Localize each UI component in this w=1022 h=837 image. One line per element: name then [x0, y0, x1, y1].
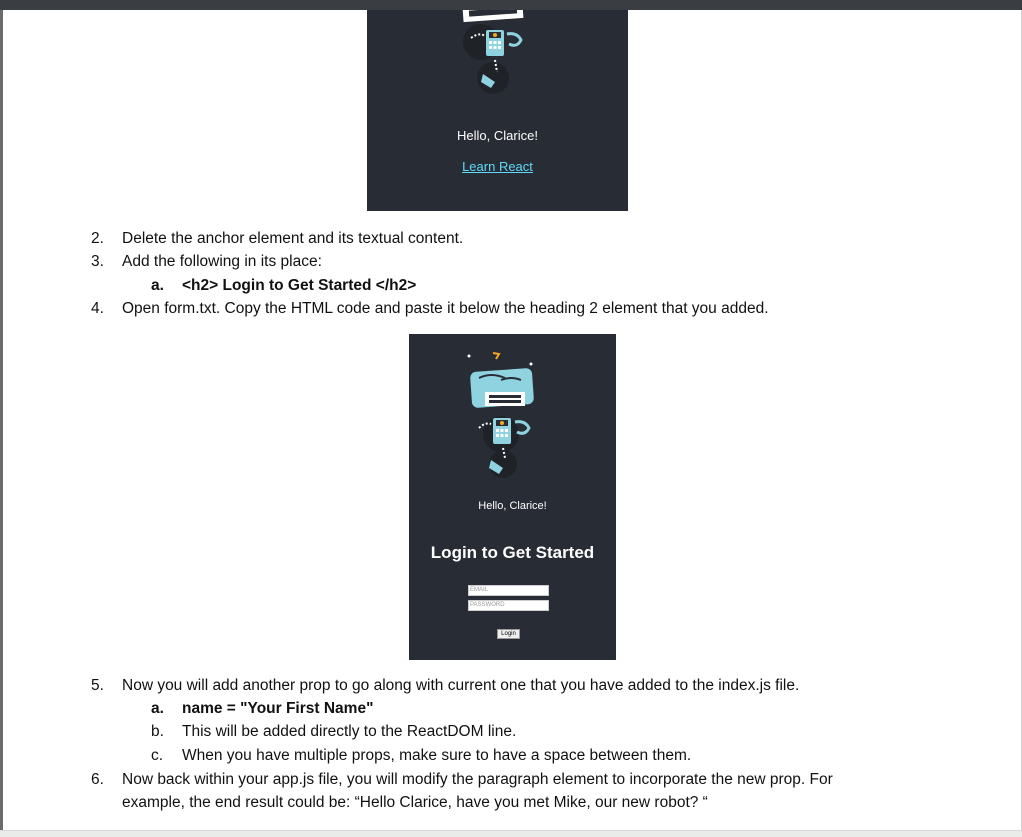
robot-illustration-icon — [451, 10, 551, 104]
step-3a — [151, 277, 417, 295]
substep-letter: a. — [151, 700, 164, 717]
greeting-text: Hello, Clarice! — [478, 500, 547, 512]
step-5c — [151, 747, 692, 765]
window-top-bar — [0, 0, 1022, 10]
app-screenshot-login — [409, 334, 616, 660]
step-6 — [91, 771, 833, 811]
substep-text: <h2> Login to Get Started </h2> — [182, 277, 417, 294]
step-text: Now you will add another prop to go along with current one that you have added to the index.js file. — [122, 677, 800, 694]
substep-letter: c. — [151, 747, 164, 764]
email-input[interactable]: EMAIL — [468, 585, 549, 596]
robot-illustration-icon — [461, 348, 561, 478]
step-text: Open form.txt. Copy the HTML code and paste it below the heading 2 element that you added. — [122, 300, 769, 317]
step-5a — [151, 700, 374, 718]
app-screenshot-hello — [367, 10, 628, 211]
step-number: 3. — [91, 253, 104, 270]
step-text: Delete the anchor element and its textual content. — [122, 230, 464, 247]
step-number: 4. — [91, 300, 104, 317]
substep-text: When you have multiple props, make sure to have a space between them. — [182, 747, 692, 764]
window-bottom-bar — [0, 830, 1022, 837]
step-2 — [91, 230, 464, 248]
substep-text: This will be added directly to the ReactDOM line. — [182, 723, 517, 740]
login-button[interactable]: Login — [497, 629, 520, 639]
step-text-line-1: Now back within your app.js file, you will modify the paragraph element to incorporate the new prop. For — [122, 771, 833, 788]
greeting-text: Hello, Clarice! — [457, 128, 538, 143]
step-5 — [91, 677, 800, 695]
step-3 — [91, 253, 322, 271]
step-number: 2. — [91, 230, 104, 247]
step-5b — [151, 723, 517, 741]
substep-letter: b. — [151, 723, 164, 740]
login-heading: Login to Get Started — [430, 543, 595, 562]
substep-text: name = "Your First Name" — [182, 700, 374, 717]
step-text: Add the following in its place: — [122, 253, 322, 270]
step-4 — [91, 300, 769, 318]
password-input[interactable]: PASSWORD — [468, 600, 549, 611]
step-text-line-2: example, the end result could be: “Hello Clarice, have you met Mike, our new robot? “ — [122, 794, 708, 811]
step-number: 5. — [91, 677, 104, 694]
learn-react-link[interactable]: Learn React — [462, 159, 533, 174]
step-number: 6. — [91, 771, 104, 788]
substep-letter: a. — [151, 277, 164, 294]
page-left-edge — [0, 10, 3, 837]
